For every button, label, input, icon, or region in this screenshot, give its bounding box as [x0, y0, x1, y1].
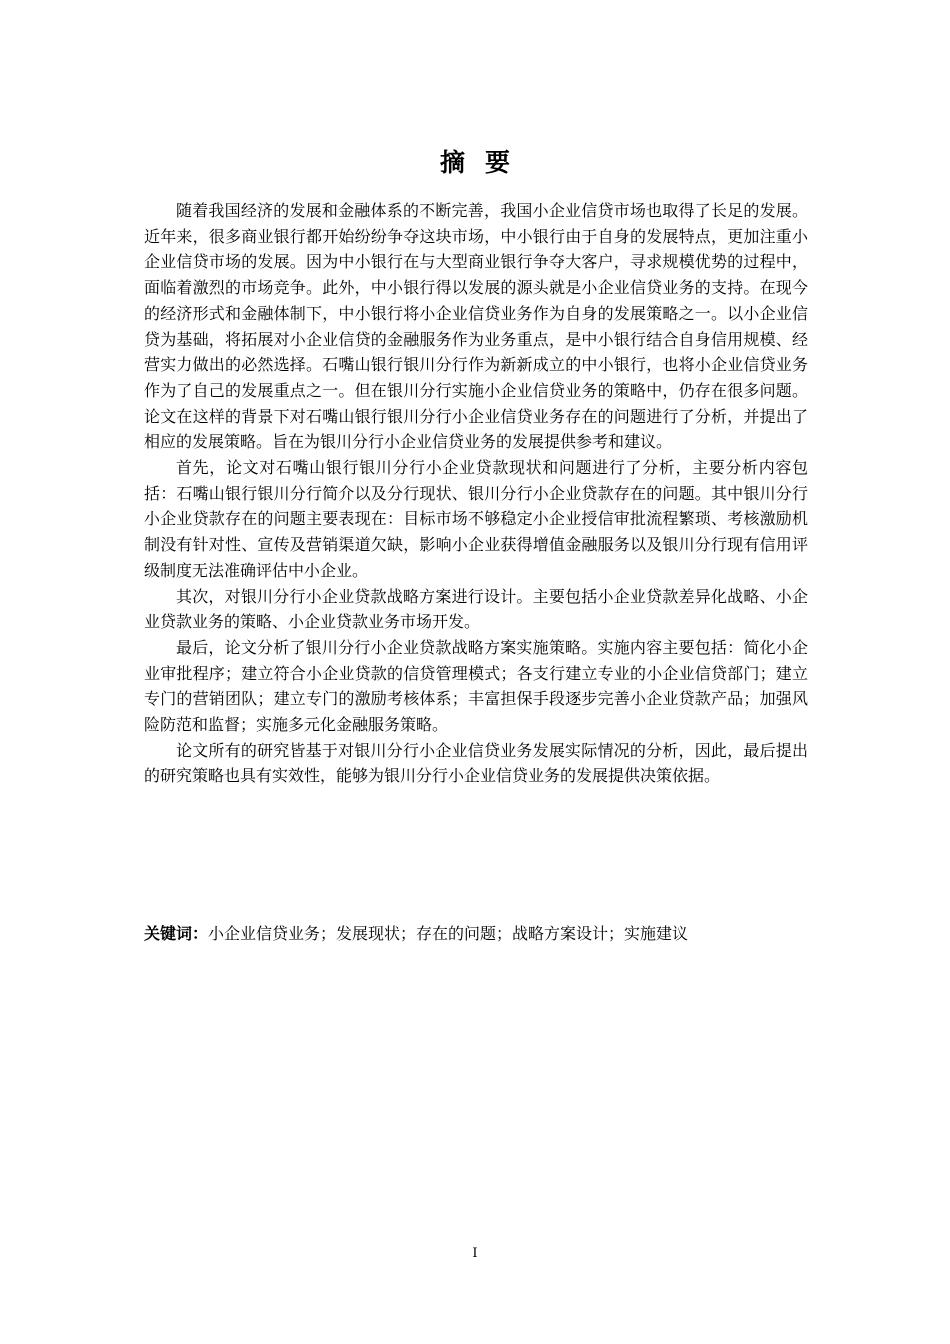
- abstract-body: [144, 198, 808, 789]
- keywords-line: [144, 921, 808, 947]
- abstract-paragraph-4: 最后，论文分析了银川分行小企业贷款战略方案实施策略。实施内容主要包括：简化小企业审批程序；建立符合小企业贷款的信贷管理模式；各支行建立专业的小企业信贷部门；建立专门的营销团队；建立专门的激励考核体系；丰富担保手段逐步完善小企业贷款产品；加强风险防范和监督；实施多元化金融服务策略。: [144, 637, 808, 735]
- abstract-title: 摘要: [439, 148, 530, 177]
- abstract-paragraph-2: 首先，论文对石嘴山银行银川分行小企业贷款现状和问题进行了分析，主要分析内容包括：石嘴山银行银川分行简介以及分行现状、银川分行小企业贷款存在的问题。其中银川分行小企业贷款存在的问题主要表现在：目标市场不够稳定小企业授信审批流程繁琐、考核激励机制没有针对性、宣传及营销渠道欠缺，影响小企业获得增值金融服务以及银川分行现有信用评级制度无法准确评估中小企业。: [144, 458, 808, 580]
- abstract-paragraph-3: 其次，对银川分行小企业贷款战略方案进行设计。主要包括小企业贷款差异化战略、小企业贷款业务的策略、小企业贷款业务市场开发。: [144, 586, 808, 632]
- page-number: I: [472, 1246, 478, 1261]
- keywords-text: 小企业信贷业务；发展现状；存在的问题；战略方案设计；实施建议: [208, 924, 689, 943]
- abstract-paragraph-1: 随着我国经济的发展和金融体系的不断完善，我国小企业信贷市场也取得了长足的发展。近年来，很多商业银行都开始纷纷争夺这块市场，中小银行由于自身的发展特点，更加注重小企业信贷市场的发展。因为中小银行在与大型商业银行争夺大客户，寻求规模优势的过程中，面临着激烈的市场竞争。此外，中小银行得以发展的源头就是小企业信贷业务的支持。在现今的经济形式和金融体制下，中小银行将小企业信贷业务作为自身的发展策略之一。以小企业信贷为基础，将拓展对小企业信贷的金融服务作为业务重点，是中小银行结合自身信用规模、经营实力做出的必然选择。石嘴山银行银川分行作为新新成立的中小银行，也将小企业信贷业务作为了自己的发展重点之一。但在银川分行实施小企业信贷业务的策略中，仍存在很多问题。论文在这样的背景下对石嘴山银行银川分行小企业信贷业务存在的问题进行了分析，并提出了相应的发展策略。旨在为银川分行小企业信贷业务的发展提供参考和建议。: [144, 201, 808, 452]
- keywords-label: 关键词：: [144, 924, 209, 943]
- abstract-paragraph-5: 论文所有的研究皆基于对银川分行小企业信贷业务发展实际情况的分析，因此，最后提出的研究策略也具有实效性，能够为银川分行小企业信贷业务的发展提供决策依据。: [144, 740, 808, 786]
